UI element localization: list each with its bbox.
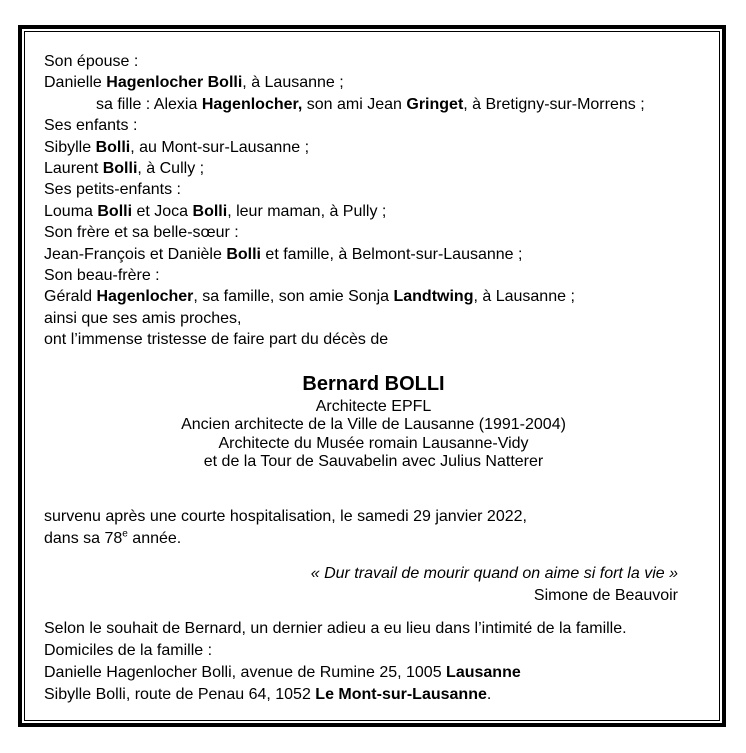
closing-section bbox=[44, 618, 703, 706]
deceased-title-line: Architecte du Musée romain Lausanne-Vidy bbox=[218, 434, 529, 452]
quote-section bbox=[44, 563, 678, 607]
text-line: Son beau-frère : bbox=[44, 267, 160, 285]
text-line: ont l’immense tristesse de faire part du décès de bbox=[44, 331, 389, 349]
deceased-name: Bernard BOLLI bbox=[302, 372, 445, 395]
text-line: ainsi que ses amis proches, bbox=[44, 309, 242, 327]
text-line: Ses petits-enfants : bbox=[44, 181, 181, 199]
deceased-title-line: et de la Tour de Sauvabelin avec Julius Natterer bbox=[203, 453, 544, 471]
quote-author: Simone de Beauvoir bbox=[533, 586, 678, 604]
text-line: Domiciles de la famille : bbox=[44, 641, 213, 659]
text-line: Danielle Hagenlocher Bolli, à Lausanne ; bbox=[44, 74, 344, 92]
document-border-frame bbox=[18, 25, 726, 727]
death-announcement-content bbox=[24, 31, 720, 721]
text-line: survenu après une courte hospitalisation, le samedi 29 janvier 2022, bbox=[44, 507, 527, 525]
text-line: Laurent Bolli, à Cully ; bbox=[44, 160, 205, 178]
deceased-title-line: Architecte EPFL bbox=[315, 397, 432, 415]
text-line: Gérald Hagenlocher, sa famille, son amie Sonja Landtwing, à Lausanne ; bbox=[44, 288, 575, 306]
quote-text: « Dur travail de mourir quand on aime si fort la vie » bbox=[310, 564, 678, 582]
deceased-titles-section bbox=[44, 398, 703, 472]
text-line: Son épouse : bbox=[44, 53, 139, 70]
deceased-title-line: Ancien architecte de la Ville de Lausanne (1991-2004) bbox=[181, 416, 566, 434]
text-line: Danielle Hagenlocher Bolli, avenue de Rumine 25, 1005 Lausanne bbox=[44, 663, 521, 681]
text-line: Sibylle Bolli, au Mont-sur-Lausanne ; bbox=[44, 138, 310, 156]
text-line: Son frère et sa belle-sœur : bbox=[44, 224, 239, 242]
text-line: dans sa 78e année. bbox=[44, 528, 182, 547]
text-line: Selon le souhait de Bernard, un dernier adieu a eu lieu dans l’intimité de la famille. bbox=[44, 619, 627, 637]
family-section bbox=[44, 51, 703, 351]
text-line: Jean-François et Danièle Bolli et famille, à Belmont-sur-Lausanne ; bbox=[44, 245, 523, 263]
text-line: Sibylle Bolli, route de Penau 64, 1052 Le Mont-sur-Lausanne. bbox=[44, 685, 492, 703]
text-line: Louma Bolli et Joca Bolli, leur maman, à Pully ; bbox=[44, 202, 387, 220]
text-line: sa fille : Alexia Hagenlocher, son ami Jean Gringet, à Bretigny-sur-Morrens ; bbox=[96, 95, 645, 113]
text-line: Ses enfants : bbox=[44, 117, 138, 135]
death-info-section bbox=[44, 506, 703, 550]
